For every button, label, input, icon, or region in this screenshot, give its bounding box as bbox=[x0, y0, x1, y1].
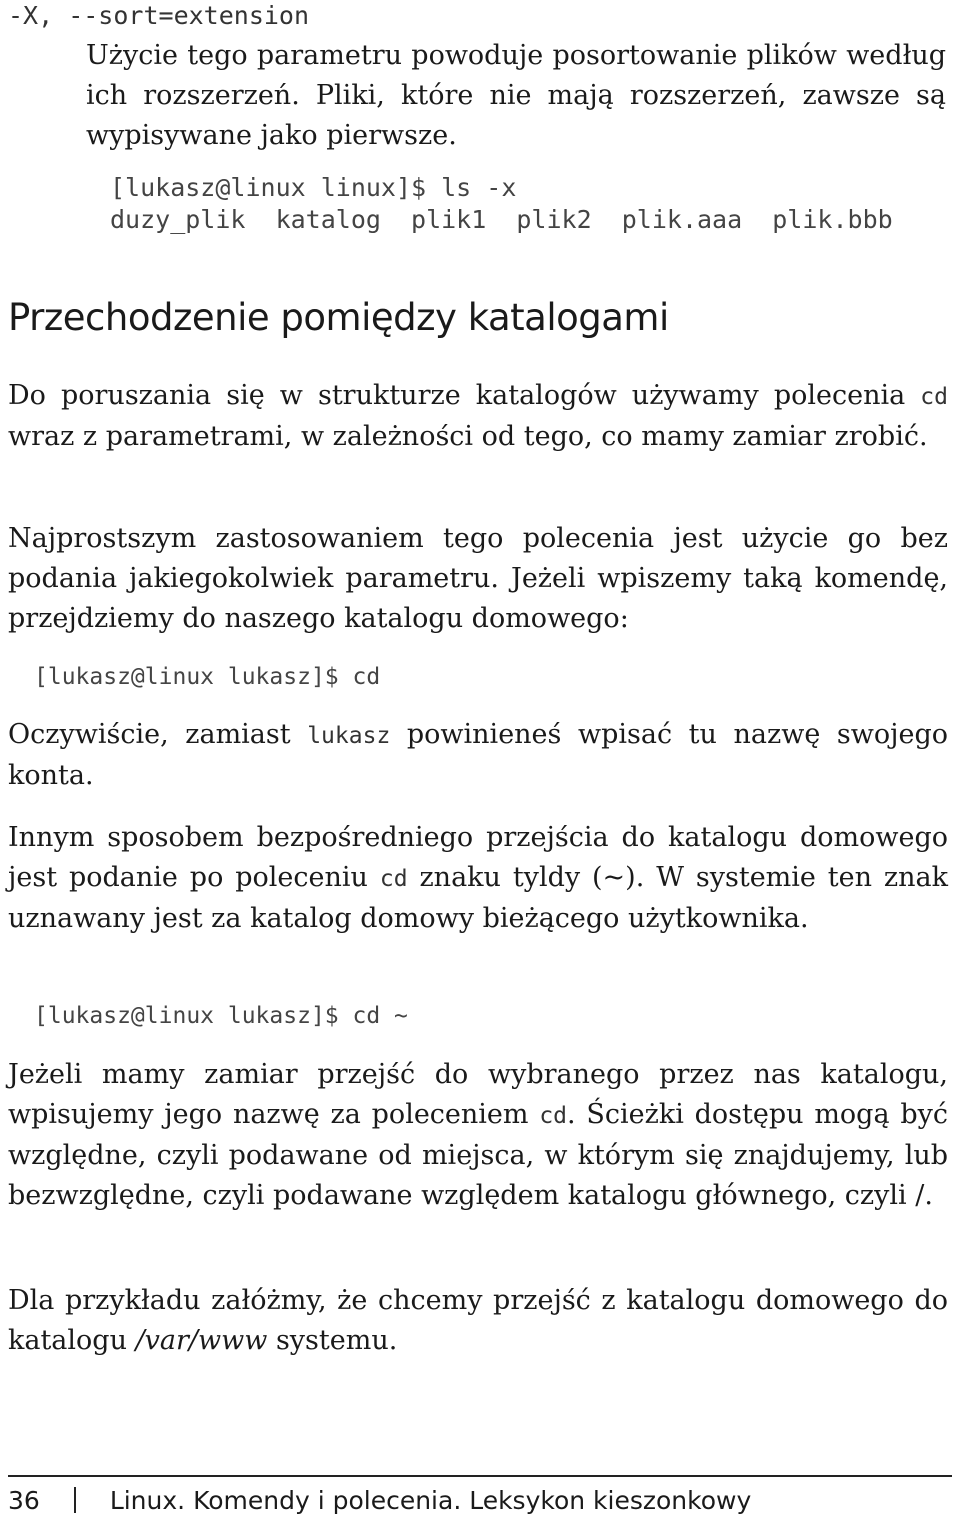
paragraph-paths bbox=[8, 1055, 948, 1216]
paragraph-text: systemu. bbox=[267, 1325, 398, 1356]
paragraph-tilde bbox=[8, 818, 948, 939]
paragraph-text: . Ścieżki dostępu mogą być względne, czyli podawane od miejsca, w którym się znajdujemy, lub bezwzględne, czyli podawane względem katalogu głównego, czyli /. bbox=[8, 1099, 949, 1211]
option-description: Użycie tego parametru powoduje posortowanie plików według ich rozszerzeń. Pliki, które nie mają rozszerzeń, zawsze są wypisywane jako pierwsze. bbox=[86, 40, 946, 151]
paragraph-text: Dla przykładu załóżmy, że chcemy przejść z katalogu domowego do katalogu bbox=[8, 1285, 948, 1356]
paragraph-text: powinieneś wpisać tu nazwę swojego konta. bbox=[8, 719, 948, 791]
paragraph-text: Oczywiście, zamiast bbox=[8, 719, 308, 750]
paragraph-note bbox=[8, 715, 948, 796]
inline-code: cd bbox=[539, 1103, 568, 1129]
footer-rule bbox=[8, 1475, 952, 1477]
footer-separator bbox=[74, 1487, 76, 1513]
command-cd: [lukasz@linux lukasz]$ cd bbox=[34, 664, 381, 690]
code-example-ls bbox=[110, 172, 893, 236]
paragraph-text: Innym sposobem bezpośredniego przejścia do katalogu domowego jest podanie po poleceniu bbox=[8, 822, 948, 893]
paragraph-text: znaku tyldy (~). W systemie ten znak uznawany jest za katalog domowy bieżącego użytkownika. bbox=[8, 862, 949, 934]
paragraph-example bbox=[8, 1281, 948, 1361]
paragraph-intro bbox=[8, 376, 948, 457]
paragraph-text: Do poruszania się w strukturze katalogów używamy polecenia bbox=[8, 380, 921, 411]
inline-code: cd bbox=[379, 866, 408, 892]
path-text: /var/www bbox=[135, 1325, 268, 1356]
option-flags: -X, --sort=extension bbox=[8, 1, 310, 30]
command-cd-tilde: [lukasz@linux lukasz]$ cd ~ bbox=[34, 1003, 408, 1029]
paragraph-text: wraz z parametrami, w zależności od tego, co mamy zamiar zrobić. bbox=[8, 421, 928, 452]
section-title: Przechodzenie pomiędzy katalogami bbox=[8, 296, 669, 339]
code-output-line: duzy_plik katalog plik1 plik2 plik.aaa plik.bbb bbox=[110, 205, 893, 234]
inline-code: lukasz bbox=[307, 723, 391, 749]
code-prompt-line: [lukasz@linux linux]$ ls -x bbox=[110, 173, 517, 202]
book-title: Linux. Komendy i polecenia. Leksykon kieszonkowy bbox=[109, 1486, 752, 1515]
inline-code: cd bbox=[920, 384, 948, 410]
page-number: 36 bbox=[8, 1486, 40, 1515]
paragraph-text: Jeżeli mamy zamiar przejść do wybranego przez nas katalogu, wpisujemy jego nazwę za poleceniem bbox=[8, 1059, 948, 1130]
paragraph-simplest-use: Najprostszym zastosowaniem tego polecenia jest użycie go bez podania jakiegokolwiek parametru. Jeżeli wpiszemy taką komendę, przejdziemy do naszego katalogu domowego: bbox=[8, 523, 948, 634]
page-footer bbox=[8, 1484, 751, 1518]
